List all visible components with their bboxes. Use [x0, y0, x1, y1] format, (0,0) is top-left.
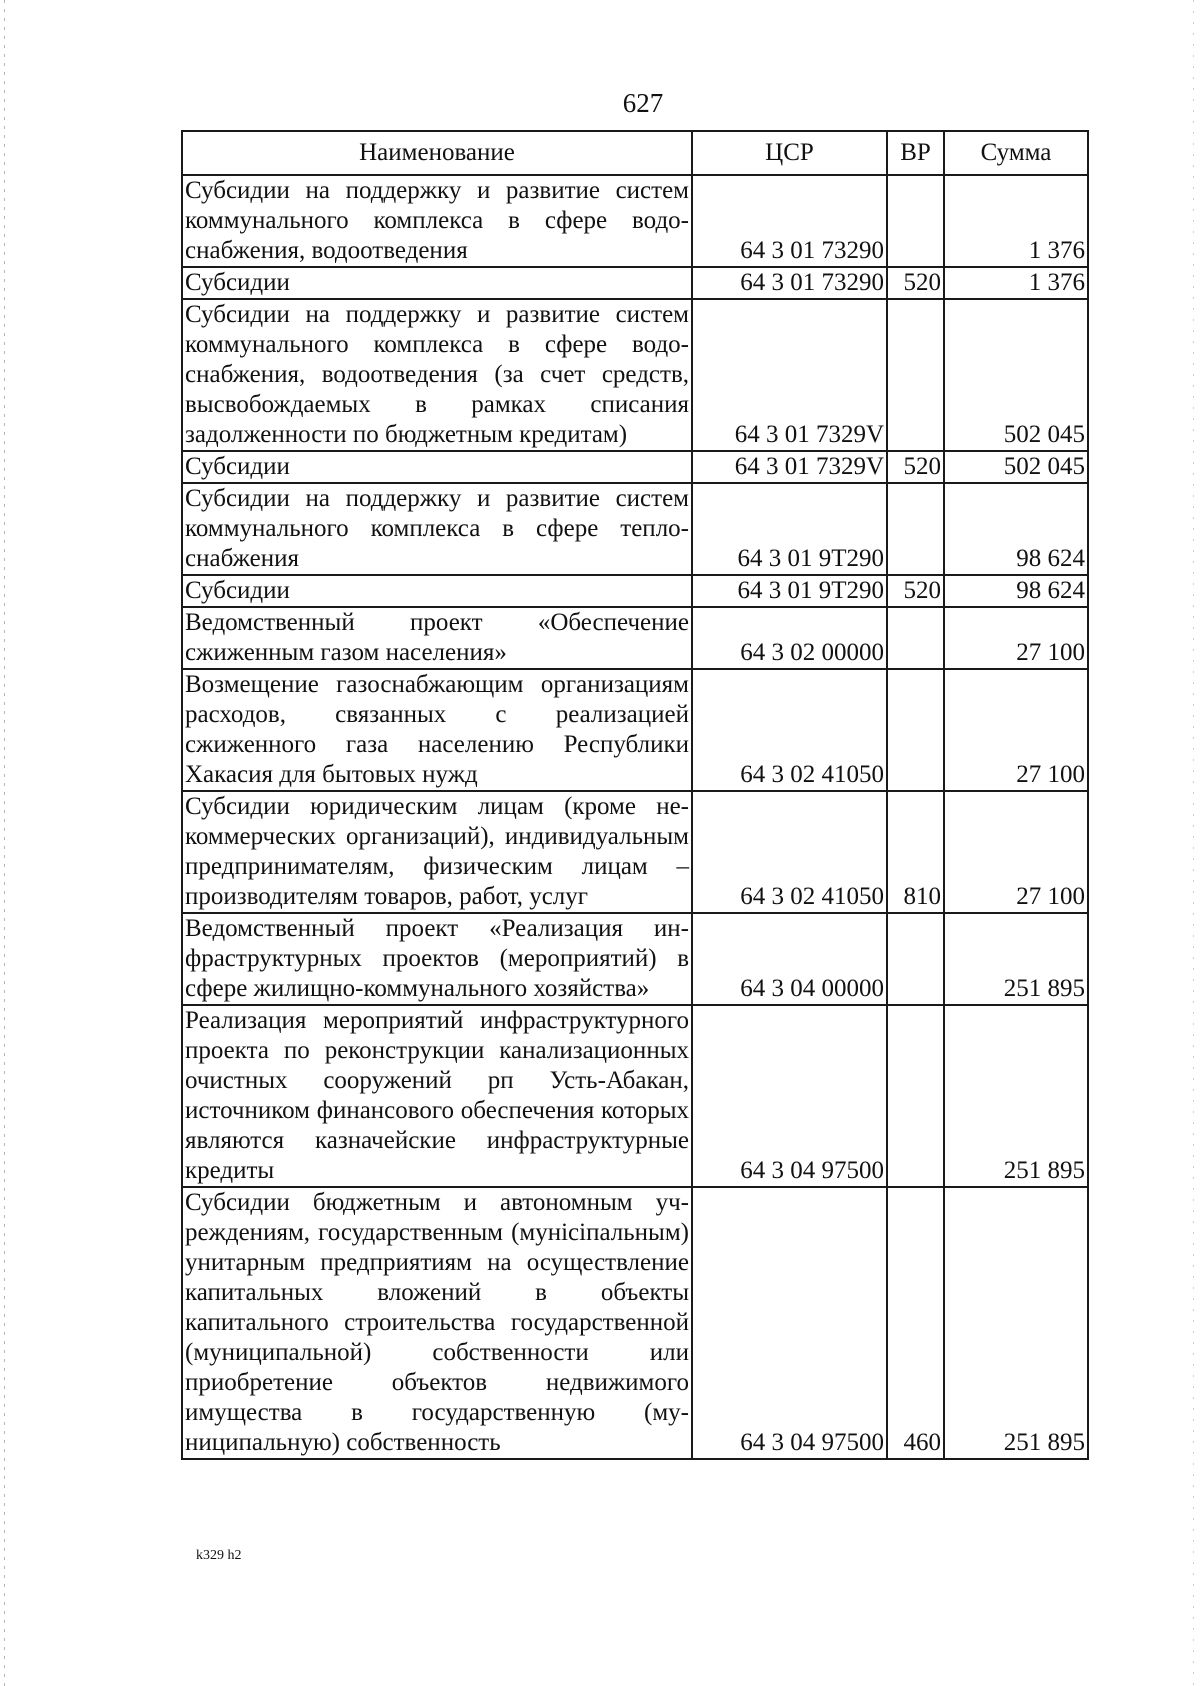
row-csr: 64 3 01 73290	[692, 175, 887, 267]
budget-table	[181, 130, 1089, 1460]
table-row	[182, 267, 1088, 299]
row-name: Субсидии на поддержку и развитие систем коммунального комплекса в сфере теплоснабжения	[182, 483, 692, 575]
row-name: Субсидии	[182, 267, 692, 299]
table-row	[182, 483, 1088, 575]
row-sum: 27 100	[944, 669, 1088, 791]
table-header-row	[182, 131, 1088, 175]
table-row	[182, 451, 1088, 483]
row-name: Ведомственный проект «Обеспечение сжиженным газом населения»	[182, 607, 692, 669]
row-vr	[887, 913, 944, 1005]
row-name: Субсидии на поддержку и развитие систем коммунального комплекса в сфере водоснабжения, водоотведения	[182, 175, 692, 267]
row-vr: 520	[887, 575, 944, 607]
row-vr: 810	[887, 791, 944, 913]
header-csr: ЦСР	[692, 131, 887, 175]
row-sum: 502 045	[944, 451, 1088, 483]
scan-edge-right	[1193, 0, 1194, 1686]
row-vr: 520	[887, 451, 944, 483]
row-name: Ведомственный проект «Реализация инфраструктурных проектов (мероприятий) в сфере жилищно-коммунального хозяйства»	[182, 913, 692, 1005]
row-vr	[887, 607, 944, 669]
table-row	[182, 913, 1088, 1005]
table-row	[182, 791, 1088, 913]
row-vr	[887, 483, 944, 575]
page-number: 627	[622, 88, 664, 118]
row-csr: 64 3 01 9Т290	[692, 483, 887, 575]
row-csr: 64 3 02 41050	[692, 669, 887, 791]
row-csr: 64 3 02 41050	[692, 791, 887, 913]
row-sum: 1 376	[944, 267, 1088, 299]
table-row	[182, 1005, 1088, 1187]
row-csr: 64 3 01 7329V	[692, 451, 887, 483]
table-row	[182, 669, 1088, 791]
footer-document-code: k329 h2	[196, 1548, 242, 1563]
row-name: Реализация мероприятий инфраструктурного проекта по реконструкции канализационных очистных сооружений рп Усть-Абакан, источником финансового обеспечения которых являются казначейские инфраструктурные кредиты	[182, 1005, 692, 1187]
row-csr: 64 3 01 9Т290	[692, 575, 887, 607]
row-sum: 251 895	[944, 1005, 1088, 1187]
row-vr	[887, 299, 944, 451]
header-name: Наименование	[182, 131, 692, 175]
row-vr	[887, 175, 944, 267]
row-vr: 520	[887, 267, 944, 299]
row-name: Возмещение газоснабжающим организациям расходов, связанных с реализацией сжиженного газа населению Республики Хакасия для бытовых нужд	[182, 669, 692, 791]
row-csr: 64 3 01 7329V	[692, 299, 887, 451]
row-sum: 98 624	[944, 575, 1088, 607]
scan-edge-left	[4, 0, 5, 1686]
row-sum: 502 045	[944, 299, 1088, 451]
row-sum: 251 895	[944, 1187, 1088, 1459]
row-csr: 64 3 02 00000	[692, 607, 887, 669]
row-sum: 251 895	[944, 913, 1088, 1005]
row-sum: 98 624	[944, 483, 1088, 575]
header-sum: Сумма	[944, 131, 1088, 175]
row-csr: 64 3 04 00000	[692, 913, 887, 1005]
row-csr: 64 3 04 97500	[692, 1005, 887, 1187]
row-sum: 27 100	[944, 791, 1088, 913]
table-row	[182, 299, 1088, 451]
row-csr: 64 3 04 97500	[692, 1187, 887, 1459]
row-name: Субсидии бюджетным и автономным учреждениям, государственным (мунiciпальным) унитарным предприятиям на осуществление капитальных вложений в объекты капитального строительства государственной (муниципальной) собственности или приобретение объектов недвижимого имущества в государственную (муниципальную) собственность	[182, 1187, 692, 1459]
row-vr	[887, 1005, 944, 1187]
row-vr	[887, 669, 944, 791]
row-csr: 64 3 01 73290	[692, 267, 887, 299]
row-vr: 460	[887, 1187, 944, 1459]
row-sum: 27 100	[944, 607, 1088, 669]
header-vr: ВР	[887, 131, 944, 175]
row-name: Субсидии юридическим лицам (кроме некоммерческих организаций), индивидуальным предпринимателям, физическим лицам – производителям товаров, работ, услуг	[182, 791, 692, 913]
table-row	[182, 607, 1088, 669]
table-row	[182, 175, 1088, 267]
table-row	[182, 575, 1088, 607]
row-sum: 1 376	[944, 175, 1088, 267]
row-name: Субсидии на поддержку и развитие систем коммунального комплекса в сфере водоснабжения, водоотведения (за счет средств, высвобождаемых в рамках списания задолженности по бюджетным кредитам)	[182, 299, 692, 451]
row-name: Субсидии	[182, 451, 692, 483]
row-name: Субсидии	[182, 575, 692, 607]
table-row	[182, 1187, 1088, 1459]
